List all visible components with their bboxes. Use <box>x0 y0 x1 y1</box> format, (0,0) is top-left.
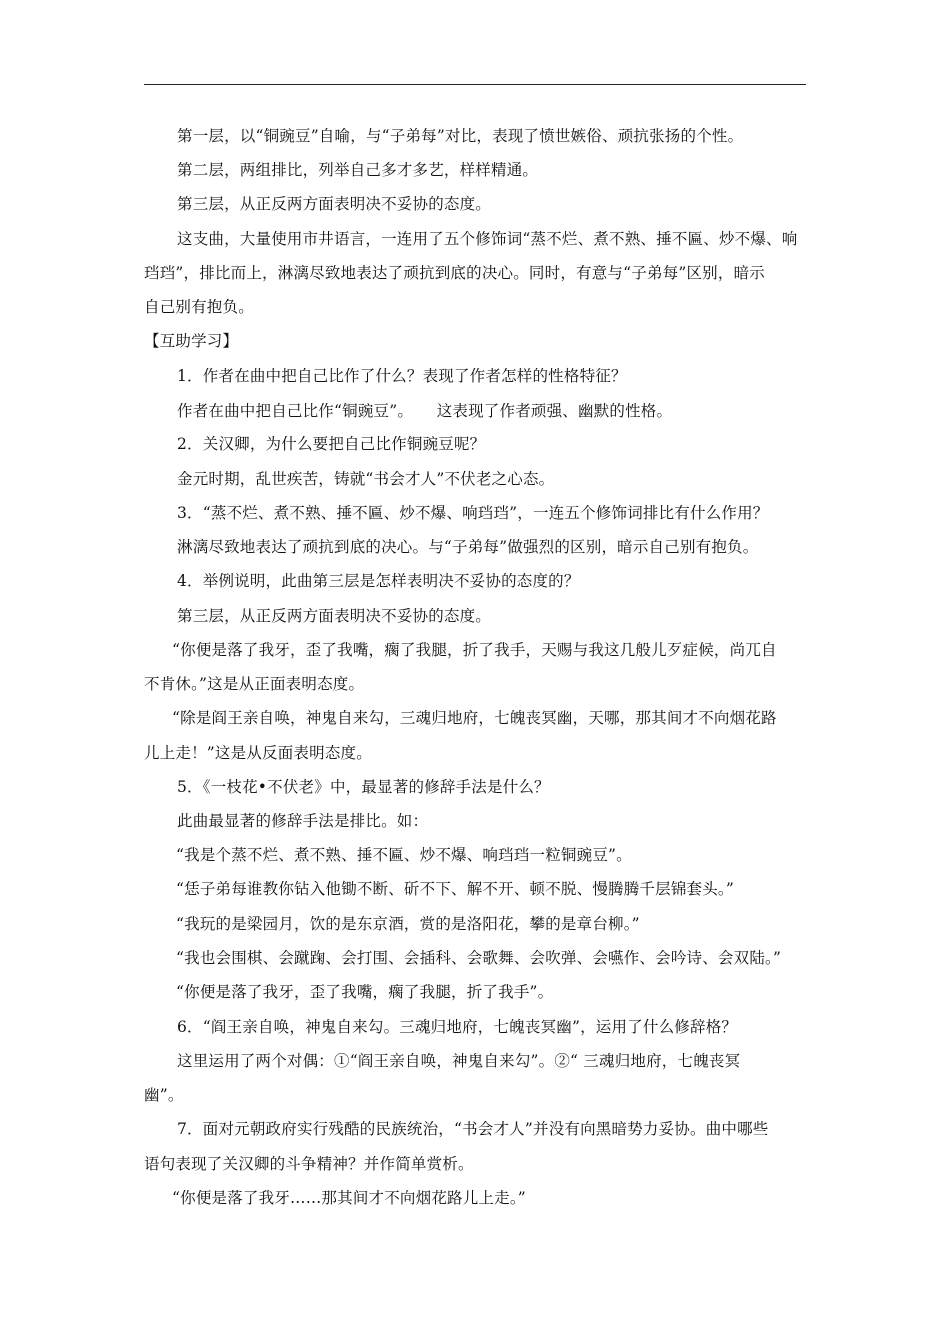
text-line: “我是个蒸不烂、煮不熟、捶不匾、炒不爆、响珰珰一粒铜豌豆”。 <box>176 846 632 864</box>
text-line: 第三层，从正反两方面表明决不妥协的态度。 <box>177 607 492 625</box>
text-line: 金元时期，乱世疾苦，铸就“书会才人”不伏老之心态。 <box>177 470 555 488</box>
text-line: “你便是落了我牙……那其间才不向烟花路儿上走。” <box>172 1189 526 1207</box>
text-line: “你便是落了我牙，歪了我嘴，瘸了我腿，折了我手”。 <box>176 983 554 1001</box>
text-line: 2．关汉卿，为什么要把自己比作铜豌豆呢？ <box>177 435 486 453</box>
text-line: 第三层，从正反两方面表明决不妥协的态度。 <box>177 195 492 213</box>
text-line: 5．《一枝花•不伏老》中，最显著的修辞手法是什么？ <box>177 778 550 796</box>
text-line: 1．作者在曲中把自己比作了什么？表现了作者怎样的性格特征？ <box>177 367 627 385</box>
text-line: 7．面对元朝政府实行残酷的民族统治，“书会才人”并没有向黑暗势力妥协。曲中哪些 <box>177 1120 769 1138</box>
text-line: 4．举例说明，此曲第三层是怎样表明决不妥协的态度的？ <box>177 572 580 590</box>
text-line: “我玩的是梁园月，饮的是东京酒，赏的是洛阳花，攀的是章台柳。” <box>176 915 640 933</box>
text-line: 自己别有抱负。 <box>144 298 254 316</box>
text-line: 这支曲，大量使用市井语言，一连用了五个修饰词“蒸不烂、煮不熟、捶不匾、炒不爆、响 <box>177 230 798 248</box>
text-line: 这里运用了两个对偶：①“阎王亲自唤，神鬼自来勾”。②“ 三魂归地府，七魄丧冥 <box>177 1052 741 1070</box>
text-line: 此曲最显著的修辞手法是排比。如： <box>177 812 429 830</box>
text-line: 【互助学习】 <box>144 332 239 350</box>
text-line: 3．“蒸不烂、煮不熟、捶不匾、炒不爆、响珰珰”，一连五个修饰词排比有什么作用？ <box>177 504 769 522</box>
text-line: 珰珰”，排比而上，淋漓尽致地表达了顽抗到底的决心。同时，有意与“子弟每”区别，暗示 <box>144 264 765 282</box>
text-line: 第一层，以“铜豌豆”自喻，与“子弟每”对比，表现了愤世嫉俗、顽抗张扬的个性。 <box>177 127 744 145</box>
text-line: 儿上走！”这是从反面表明态度。 <box>144 744 372 762</box>
text-line: 作者在曲中把自己比作“铜豌豆”。 这表现了作者顽强、幽默的性格。 <box>177 402 673 420</box>
text-line: 6．“阎王亲自唤，神鬼自来勾。三魂归地府，七魄丧冥幽”，运用了什么修辞格？ <box>177 1018 738 1036</box>
text-line: 淋漓尽致地表达了顽抗到底的决心。与“子弟每”做强烈的区别，暗示自己别有抱负。 <box>177 538 759 556</box>
text-line: 幽”。 <box>144 1086 184 1104</box>
text-line: “恁子弟每谁教你钻入他锄不断、斫不下、解不开、顿不脱、慢腾腾千层锦套头。” <box>176 880 735 898</box>
text-line: “我也会围棋、会蹴踘、会打围、会插科、会歌舞、会吹弹、会嚥作、会吟诗、会双陆。” <box>176 949 782 967</box>
text-line: “你便是落了我牙，歪了我嘴，瘸了我腿，折了我手，天赐与我这几般儿歹症候，尚兀自 <box>172 641 777 659</box>
text-line: “除是阎王亲自唤，神鬼自来勾，三魂归地府，七魄丧冥幽，天哪，那其间才不向烟花路 <box>172 709 777 727</box>
text-line: 不肯休。”这是从正面表明态度。 <box>144 675 365 693</box>
header-rule <box>144 84 806 85</box>
text-line: 语句表现了关汉卿的斗争精神？并作简单赏析。 <box>144 1155 474 1173</box>
text-line: 第二层，两组排比，列举自己多才多艺，样样精通。 <box>177 161 539 179</box>
